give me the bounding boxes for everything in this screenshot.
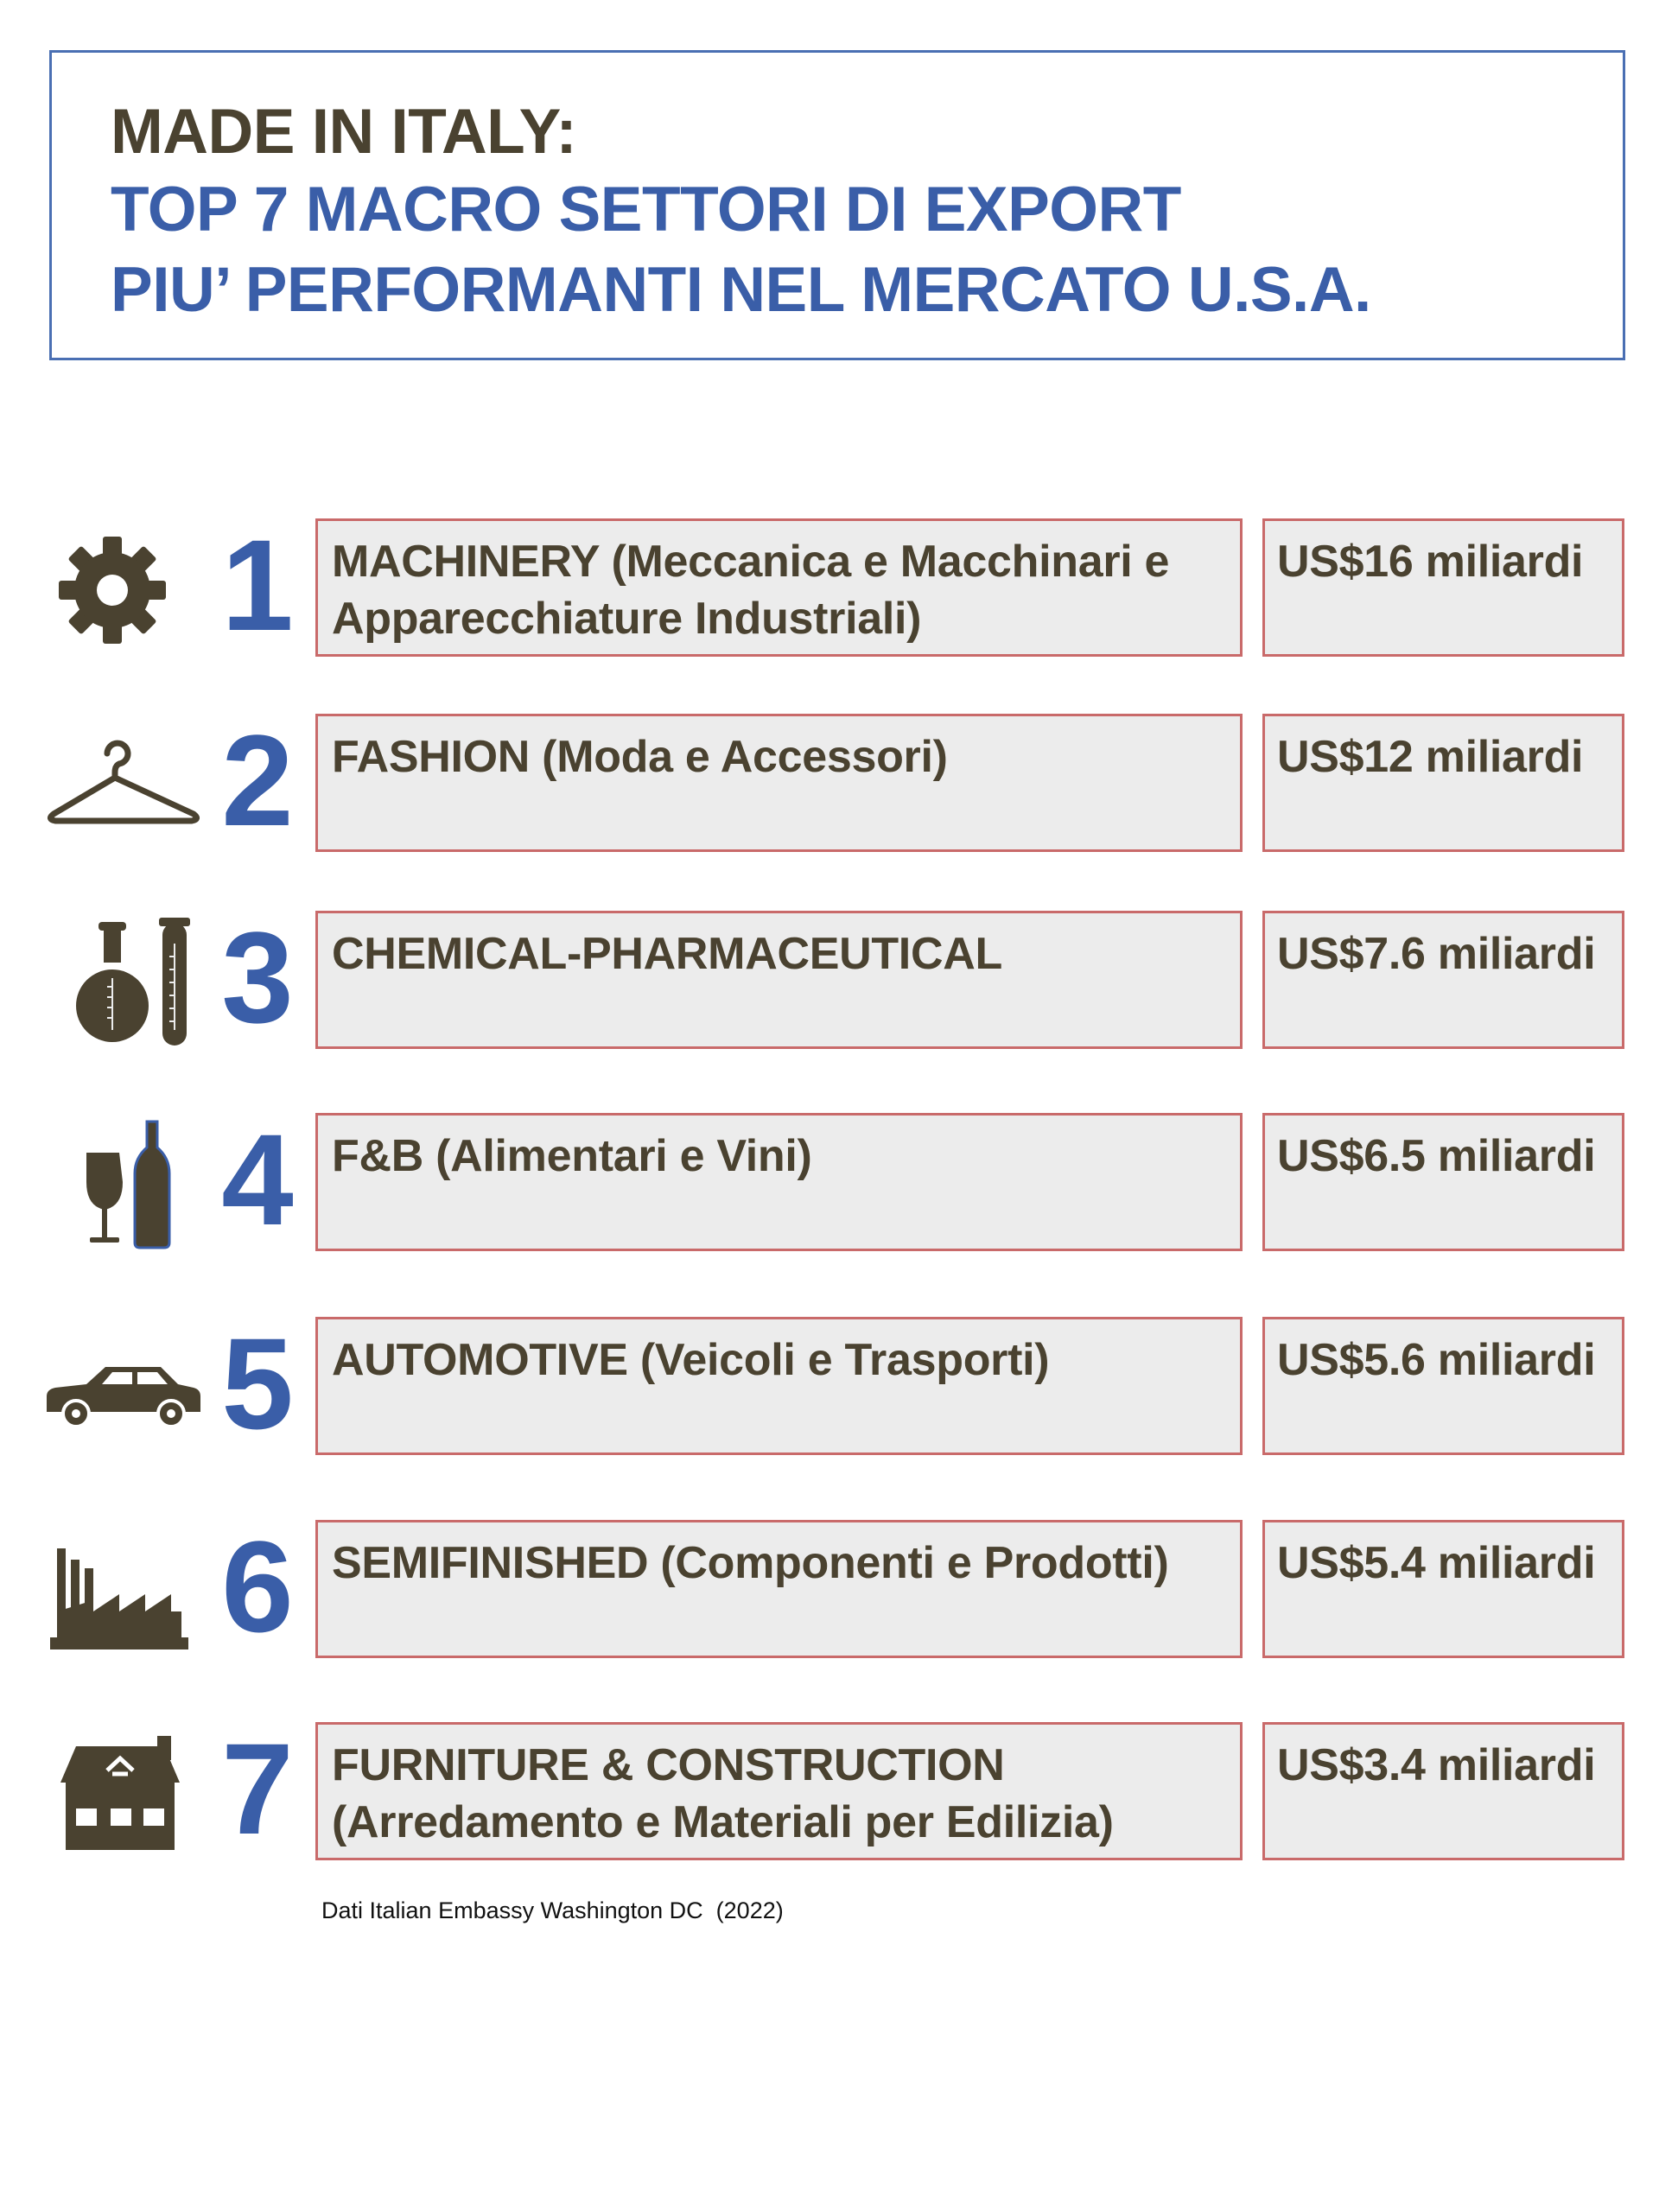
- sector-label: CHEMICAL-PHARMACEUTICAL: [332, 929, 1002, 979]
- title-line-3: PIU’ PERFORMANTI NEL MERCATO U.S.A.: [111, 255, 1371, 325]
- sector-row: [0, 905, 1659, 1052]
- sector-label: SEMIFINISHED (Componenti e Prodotti): [332, 1538, 1169, 1588]
- value-label: US$7.6 miliardi: [1277, 929, 1596, 979]
- sector-box: [315, 714, 1243, 852]
- value-box: [1262, 1113, 1624, 1251]
- value-label: US$5.4 miliardi: [1277, 1538, 1596, 1588]
- source-note: Dati Italian Embassy Washington DC (2022): [321, 1897, 784, 1923]
- value-box: [1262, 1520, 1624, 1658]
- rank-number: 6: [221, 1514, 294, 1659]
- house-icon: [41, 1729, 206, 1859]
- sector-row: [0, 708, 1659, 855]
- gear-icon: [41, 525, 206, 655]
- title-line-2: TOP 7 MACRO SETTORI DI EXPORT: [111, 175, 1181, 245]
- sector-label: AUTOMOTIVE (Veicoli e Trasporti): [332, 1335, 1050, 1385]
- value-box: [1262, 518, 1624, 657]
- sector-row: [0, 512, 1659, 660]
- rank-number: 7: [221, 1716, 294, 1861]
- sector-row: [0, 1716, 1659, 1864]
- value-box: [1262, 911, 1624, 1049]
- sector-box: [315, 1520, 1243, 1658]
- sector-box: [315, 1317, 1243, 1455]
- sector-box: [315, 911, 1243, 1049]
- title-box: [49, 50, 1625, 360]
- rank-number: 2: [221, 708, 294, 853]
- rank-number: 4: [221, 1107, 294, 1252]
- sector-row: [0, 1311, 1659, 1459]
- rank-number: 1: [221, 512, 294, 658]
- sector-box: [315, 518, 1243, 657]
- value-label: US$5.6 miliardi: [1277, 1335, 1596, 1385]
- sector-label: MACHINERY (Meccanica e Macchinari e Apparecchiature Industriali): [332, 537, 1170, 644]
- value-label: US$3.4 miliardi: [1277, 1740, 1596, 1790]
- sector-row: [0, 1107, 1659, 1255]
- hanger-icon: [41, 721, 206, 850]
- title-line-1: MADE IN ITALY:: [111, 97, 577, 167]
- sector-box: [315, 1722, 1243, 1860]
- sector-label: FASHION (Moda e Accessori): [332, 732, 948, 782]
- value-label: US$12 miliardi: [1277, 732, 1584, 782]
- factory-icon: [41, 1527, 206, 1656]
- wine-bottle-icon: [41, 1120, 206, 1249]
- rank-number: 3: [221, 905, 294, 1050]
- value-box: [1262, 714, 1624, 852]
- value-box: [1262, 1317, 1624, 1455]
- car-icon: [41, 1324, 206, 1453]
- value-label: US$6.5 miliardi: [1277, 1131, 1596, 1181]
- lab-flask-icon: [41, 918, 206, 1047]
- sector-box: [315, 1113, 1243, 1251]
- sector-label: F&B (Alimentari e Vini): [332, 1131, 812, 1181]
- value-label: US$16 miliardi: [1277, 537, 1584, 587]
- sector-row: [0, 1514, 1659, 1662]
- value-box: [1262, 1722, 1624, 1860]
- rank-number: 5: [221, 1311, 294, 1456]
- sector-label: FURNITURE & CONSTRUCTION (Arredamento e Materiali per Edilizia): [332, 1740, 1114, 1847]
